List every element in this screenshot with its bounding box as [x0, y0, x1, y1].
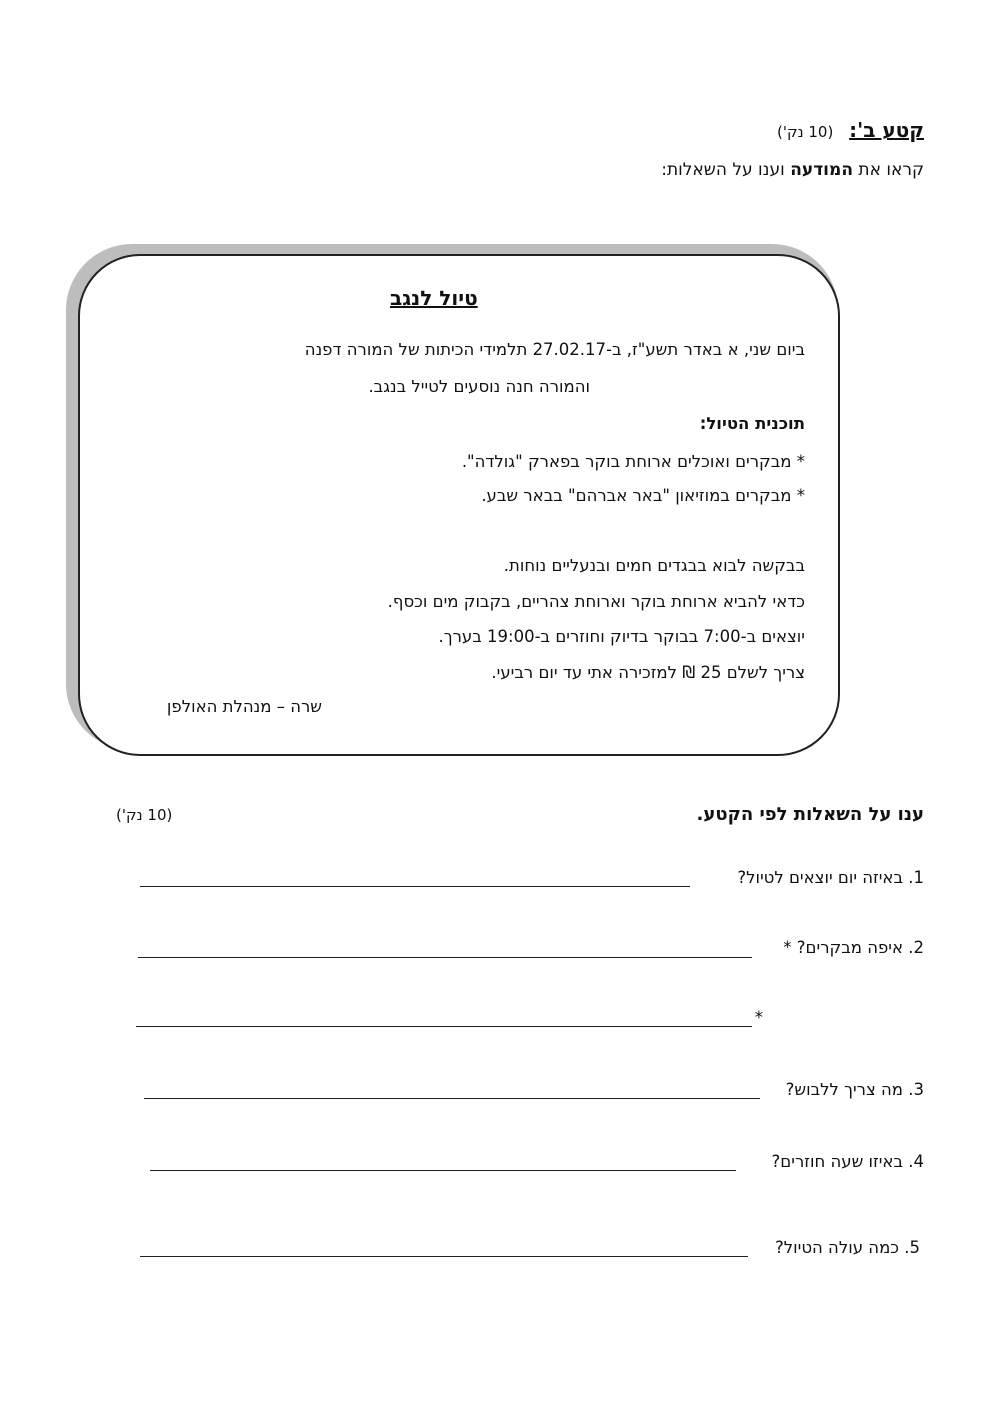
question-1: 1. באיזה יום יוצאים לטיול? — [737, 868, 924, 887]
instructions-post: וענו על השאלות: — [661, 160, 785, 180]
section-header — [777, 118, 924, 142]
notice-line: ביום שני, א באדר תשע"ז, ב-27.02.17 תלמידי הכיתות של המורה דפנה — [304, 340, 805, 359]
question-4: 4. באיזו שעה חוזרים? — [771, 1152, 924, 1171]
instructions — [661, 160, 924, 180]
plan-item: * מבקרים במוזיאון "באר אברהם" בבאר שבע. — [481, 486, 805, 505]
info-line: יוצאים ב-7:00 בבוקר בדיוק וחוזרים ב-19:00 בערך. — [438, 627, 805, 646]
info-line: צריך לשלם 25 ₪ למזכירה אתי עד יום רביעי. — [491, 663, 805, 682]
answer-line-3[interactable] — [144, 1098, 760, 1099]
answer-line-2b[interactable] — [136, 1026, 752, 1027]
section-title: קטע ב': — [849, 118, 924, 142]
answer-line-2a[interactable] — [138, 957, 752, 958]
questions-heading: ענו על השאלות לפי הקטע. — [696, 804, 924, 825]
answer-bullet: * — [754, 1008, 763, 1027]
section-points: (10 נק') — [776, 123, 834, 141]
answer-line-5[interactable] — [140, 1256, 748, 1257]
answer-line-4[interactable] — [150, 1170, 736, 1171]
info-line: בבקשה לבוא בבגדים חמים ובנעליים נוחות. — [503, 556, 805, 575]
instructions-pre: קראו את — [858, 160, 924, 180]
plan-heading: תוכנית הטיול: — [699, 414, 805, 433]
question-3: 3. מה צריך ללבוש? — [785, 1080, 924, 1099]
question-2: 2. איפה מבקרים? * — [783, 938, 924, 957]
notice-line: והמורה חנה נוסעים לטייל בנגב. — [368, 377, 590, 396]
question-5: 5. כמה עולה הטיול? — [775, 1238, 920, 1257]
notice-title: טיול לנגב — [390, 286, 478, 310]
answer-line-1[interactable] — [140, 886, 690, 887]
plan-item: * מבקרים ואוכלים ארוחת בוקר בפארק "גולדה". — [461, 452, 805, 471]
info-line: כדאי להביא ארוחת בוקר וארוחת צהריים, בקבוק מים וכסף. — [387, 592, 805, 611]
instructions-bold: המודעה — [790, 160, 853, 180]
questions-points: (10 נק') — [116, 806, 173, 824]
signature: שרה – מנהלת האולפן — [166, 697, 322, 716]
